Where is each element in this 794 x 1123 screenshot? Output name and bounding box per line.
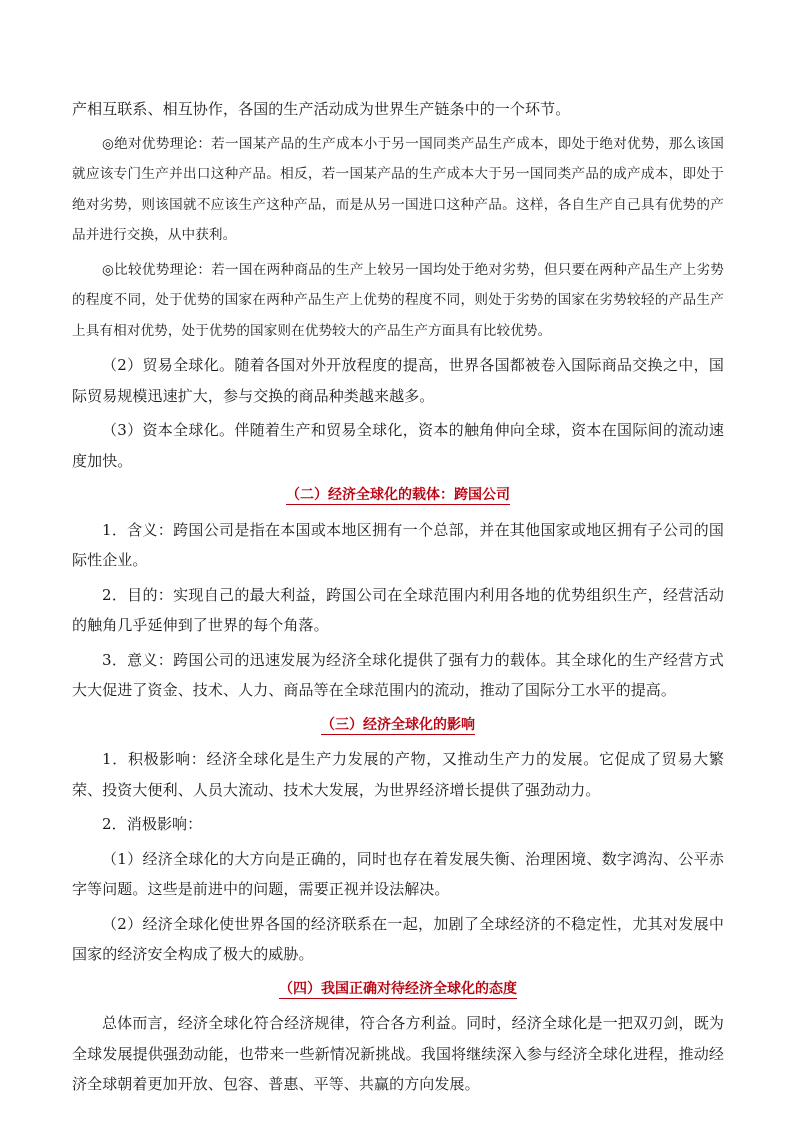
paragraph-production-chain: 产相互联系、相互协作，各国的生产活动成为世界生产链条中的一个环节。	[72, 100, 571, 118]
paragraph-comparative-advantage: ◎比较优势理论：若一国在两种商品的生产上较另一国均处于绝对劣势，但只要在两种产品生产上劣势的程度不同，处于优势的国家在两种产品生产上优势的程度不同，则处于劣势的国家在劣势较轻的产品生产上具有相对优势，处于优势的国家则在优势较大的产品生产方面具有比较优势。	[72, 261, 724, 339]
paragraph-significance: 3．意义：跨国公司的迅速发展为经济全球化提供了强有力的载体。其全球化的生产经营方式大大促进了资金、技术、人力、商品等在全球范围内的流动，推动了国际分工水平的提高。	[72, 650, 724, 699]
paragraph-negative-2: （2）经济全球化使世界各国的经济联系在一起，加剧了全球经济的不稳定性，尤其对发展中国家的经济安全构成了极大的威胁。	[72, 914, 724, 963]
paragraph-attitude: 总体而言，经济全球化符合经济规律，符合各方利益。同时，经济全球化是一把双刃剑，既为全球发展提供强劲动能，也带来一些新情况新挑战。我国将继续深入参与经济全球化进程，推动经济全球朝着更加开放、包容、普惠、平等、共赢的方向发展。	[72, 1014, 724, 1093]
paragraph-positive-impact: 1．积极影响：经济全球化是生产力发展的产物，又推动生产力的发展。它促成了贸易大繁荣、投资大便利、人员大流动、技术大发展，为世界经济增长提供了强劲动力。	[72, 750, 724, 799]
section-heading-attitude: （四）我国正确对待经济全球化的态度	[279, 980, 517, 997]
section-heading-impact: （三）经济全球化的影响	[321, 716, 475, 733]
paragraph-capital-globalization: （3）资本全球化。伴随着生产和贸易全球化，资本的触角伸向全球，资本在国际间的流动速度加快。	[72, 421, 724, 470]
paragraph-trade-globalization: （2）贸易全球化。随着各国对外开放程度的提高，世界各国都被卷入国际商品交换之中，国际贸易规模迅速扩大，参与交换的商品种类越来越多。	[72, 356, 724, 405]
document-page	[72, 94, 724, 1104]
paragraph-absolute-advantage: ◎绝对优势理论：若一国某产品的生产成本小于另一国同类产品生产成本，即处于绝对优势，那么该国就应该专门生产并出口这种产品。相反，若一国某产品的生产成本大于另一国同类产品的成产成本，即处于绝对劣势，则该国就不应该生产这种产品，而是从另一国进口这种产品。这样，各自生产自己具有优势的产品并进行交换，从中获利。	[72, 135, 724, 243]
paragraph-negative-impact: 2．消极影响：	[102, 815, 203, 833]
section-heading-multinational: （二）经济全球化的载体：跨国公司	[286, 487, 510, 503]
paragraph-negative-1: （1）经济全球化的大方向是正确的，同时也存在着发展失衡、治理困境、数字鸿沟、公平赤字等问题。这些是前进中的问题，需要正视并设法解决。	[72, 849, 724, 898]
paragraph-definition: 1．含义：跨国公司是指在本国或本地区拥有一个总部，并在其他国家或地区拥有子公司的国际性企业。	[72, 520, 724, 569]
paragraph-purpose: 2．目的：实现自己的最大利益，跨国公司在全球范围内利用各地的优势组织生产，经营活动的触角几乎延伸到了世界的每个角落。	[72, 585, 724, 634]
